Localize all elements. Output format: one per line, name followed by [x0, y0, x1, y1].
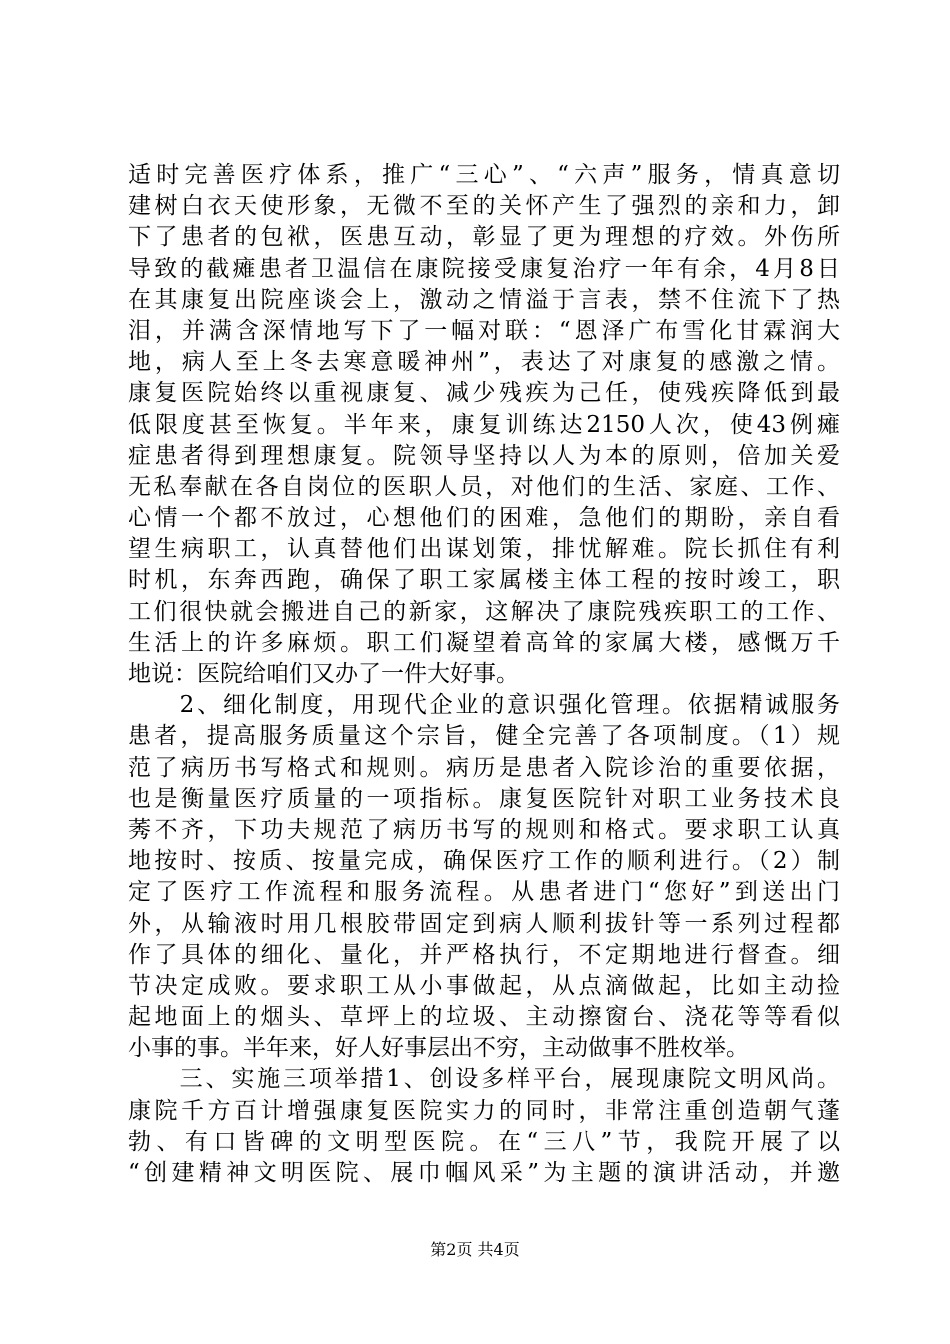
text-line: 范了病历书写格式和规则。病历是患者入院诊治的重要依据， — [128, 754, 840, 781]
text-line: 节决定成败。要求职工从小事做起，从点滴做起，比如主动捡 — [128, 972, 840, 999]
text-line: 适时完善医疗体系，推广“三心”、“六声”服务，情真意切 — [128, 162, 840, 188]
text-line: 定了医疗工作流程和服务流程。从患者进门“您好”到送出门 — [128, 879, 840, 906]
text-line: 工们很快就会搬进自己的新家，这解决了康院残疾职工的工作、 — [128, 598, 840, 625]
text-line: 在其康复出院座谈会上，激动之情溢于言表，禁不住流下了热 — [128, 286, 840, 313]
text-line: 泪，并满含深情地写下了一幅对联：“恩泽广布雪化甘霖润大 — [128, 317, 840, 344]
text-line: 起地面上的烟头、草坪上的垃圾、主动擦窗台、浇花等等看似 — [128, 1004, 840, 1031]
text-line: 2、细化制度，用现代企业的意识强化管理。依据精诚服务 — [128, 692, 840, 719]
text-line: 下了患者的包袱，医患互动，彰显了更为理想的疗效。外伤所 — [128, 224, 840, 251]
text-line: 导致的截瘫患者卫温信在康院接受康复治疗一年有余，4月8日 — [128, 255, 840, 282]
text-line: 也是衡量医疗质量的一项指标。康复医院针对职工业务技术良 — [128, 785, 840, 812]
text-line: 地按时、按质、按量完成，确保医疗工作的顺利进行。（2）制 — [128, 848, 840, 875]
text-line: 时机，东奔西跑，确保了职工家属楼主体工程的按时竣工，职 — [128, 567, 840, 594]
text-line: 望生病职工，认真替他们出谋划策，排忧解难。院长抓住有利 — [128, 536, 840, 563]
text-line: 康院千方百计增强康复医院实力的同时，非常注重创造朝气蓬 — [128, 1097, 840, 1124]
text-line: 地，病人至上冬去寒意暖神州”，表达了对康复的感激之情。 — [128, 349, 840, 376]
text-line: 勃、有口皆碑的文明型医院。在“三八”节，我院开展了以 — [128, 1128, 840, 1155]
text-line: 莠不齐，下功夫规范了病历书写的规则和格式。要求职工认真 — [128, 816, 840, 843]
text-line: 患者，提高服务质量这个宗旨，健全完善了各项制度。（1）规 — [128, 723, 840, 750]
text-line: 作了具体的细化、量化，并严格执行，不定期地进行督查。细 — [128, 941, 840, 968]
text-line: 症患者得到理想康复。院领导坚持以人为本的原则，倍加关爱 — [128, 442, 840, 469]
text-line: 无私奉献在各自岗位的医职人员，对他们的生活、家庭、工作、 — [128, 473, 840, 500]
text-line: 低限度甚至恢复。半年来，康复训练达2150人次，使43例瘫 — [128, 411, 840, 438]
text-line: 康复医院始终以重视康复、减少残疾为己任，使残疾降低到最 — [128, 380, 840, 407]
body-text — [128, 160, 840, 1189]
text-line: 地说：医院给咱们又办了一件大好事。 — [128, 661, 519, 687]
text-line: 小事的事。半年来，好人好事层出不穷，主动做事不胜枚举。 — [128, 1035, 749, 1062]
text-line: 生活上的许多麻烦。职工们凝望着高耸的家属大楼，感慨万千 — [128, 629, 840, 656]
text-line: 三、实施三项举措1、创设多样平台，展现康院文明风尚。 — [128, 1066, 840, 1093]
text-line: 心情一个都不放过，心想他们的困难，急他们的期盼，亲自看 — [128, 505, 840, 532]
text-line: “创建精神文明医院、展巾帼风采”为主题的演讲活动，并邀 — [128, 1160, 840, 1186]
text-line: 建树白衣天使形象，无微不至的关怀产生了强烈的亲和力，卸 — [128, 193, 840, 220]
page-footer: 第2页 共4页 — [430, 1240, 520, 1259]
text-line: 外，从输液时用几根胶带固定到病人顺利拔针等一系列过程都 — [128, 910, 840, 937]
